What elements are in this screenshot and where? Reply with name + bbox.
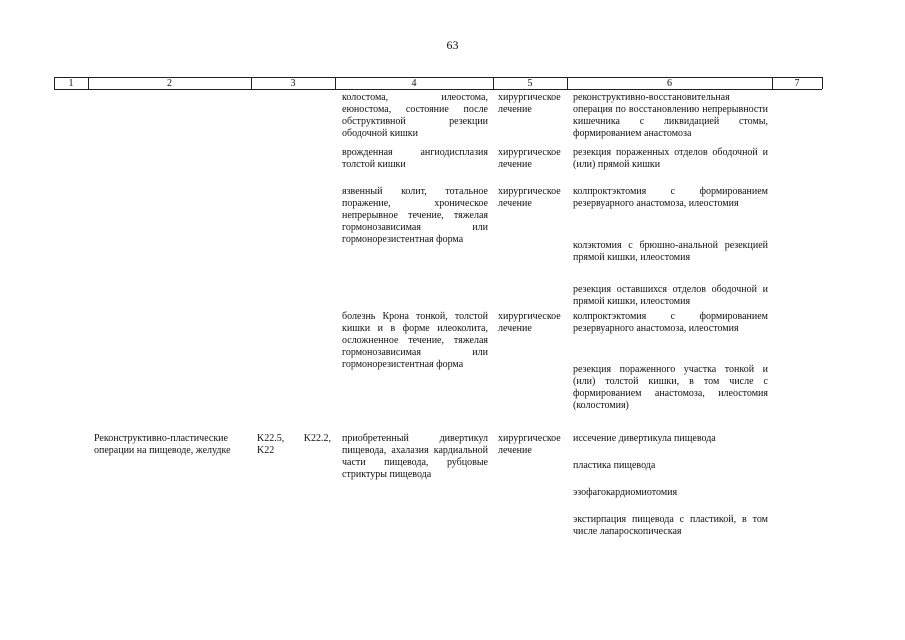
- header-col-5: 5: [527, 78, 533, 89]
- treatment-method-cell: эзофагокардиомиотомия: [573, 487, 678, 498]
- treatment-type-cell: хирургическое лечение: [498, 186, 561, 209]
- treatment-method-cell: резекция пораженных отделов ободочной и (или) прямой кишки: [573, 147, 768, 170]
- icd-code-cell: K22.5, K22.2, K22: [257, 433, 331, 456]
- treatment-method-cell: реконструктивно-восстановительная операция по восстановлению непрерывности кишечника с ликвидацией стомы, формированием анастомоза: [573, 92, 768, 139]
- treatment-type-cell: хирургическое лечение: [498, 311, 561, 334]
- diagnosis-cell: болезнь Крона тонкой, толстой кишки и в форме илеоколита, осложненное течение, тяжелая гормонозависимая или гормонорезистентная форма: [342, 311, 488, 370]
- treatment-method-cell: пластика пищевода: [573, 460, 656, 471]
- header-bottom-rule: [54, 89, 822, 90]
- treatment-method-cell: колпроктэктомия с формированием резервуарного анастомоза, илеостомия: [573, 311, 768, 334]
- treatment-type-cell: хирургическое лечение: [498, 147, 561, 170]
- diagnosis-cell: приобретенный дивертикул пищевода, ахалазия кардиальной части пищевода, рубцовые стриктуры пищевода: [342, 433, 488, 480]
- diagnosis-cell: врожденная ангиодисплазия толстой кишки: [342, 147, 488, 170]
- col-divider: [822, 77, 823, 89]
- treatment-method-cell: колпроктэктомия с формированием резервуарного анастомоза, илеостомия: [573, 186, 768, 209]
- treatment-method-cell: иссечение дивертикула пищевода: [573, 433, 716, 444]
- treatment-type-cell: хирургическое лечение: [498, 92, 561, 115]
- header-col-3: 3: [290, 78, 296, 89]
- page-number: 63: [446, 38, 459, 52]
- treatment-method-cell: резекция пораженного участка тонкой и (или) толстой кишки, в том числе с формированием анастомоза, илеостомия (колостомия): [573, 364, 768, 411]
- header-col-7: 7: [794, 78, 800, 89]
- treatment-type-cell: хирургическое лечение: [498, 433, 561, 456]
- diagnosis-cell: колостома, илеостома, еюностома, состояние после обструктивной резекции ободочной кишки: [342, 92, 488, 139]
- header-col-6: 6: [667, 78, 672, 89]
- treatment-method-cell: колэктомия с брюшно-анальной резекцией прямой кишки, илеостомия: [573, 240, 768, 263]
- header-col-1: 1: [68, 78, 74, 89]
- procedure-group-cell: Реконструктивно-пластические операции на пищеводе, желудке: [94, 433, 231, 456]
- diagnosis-cell: язвенный колит, тотальное поражение, хроническое непрерывное течение, тяжелая гормонозависимая или гормонорезистентная форма: [342, 186, 488, 245]
- treatment-method-cell: резекция оставшихся отделов ободочной и прямой кишки, илеостомия: [573, 284, 768, 307]
- treatment-method-cell: экстирпация пищевода с пластикой, в том числе лапароскопическая: [573, 514, 768, 537]
- header-col-2: 2: [167, 78, 172, 89]
- header-col-4: 4: [411, 78, 417, 89]
